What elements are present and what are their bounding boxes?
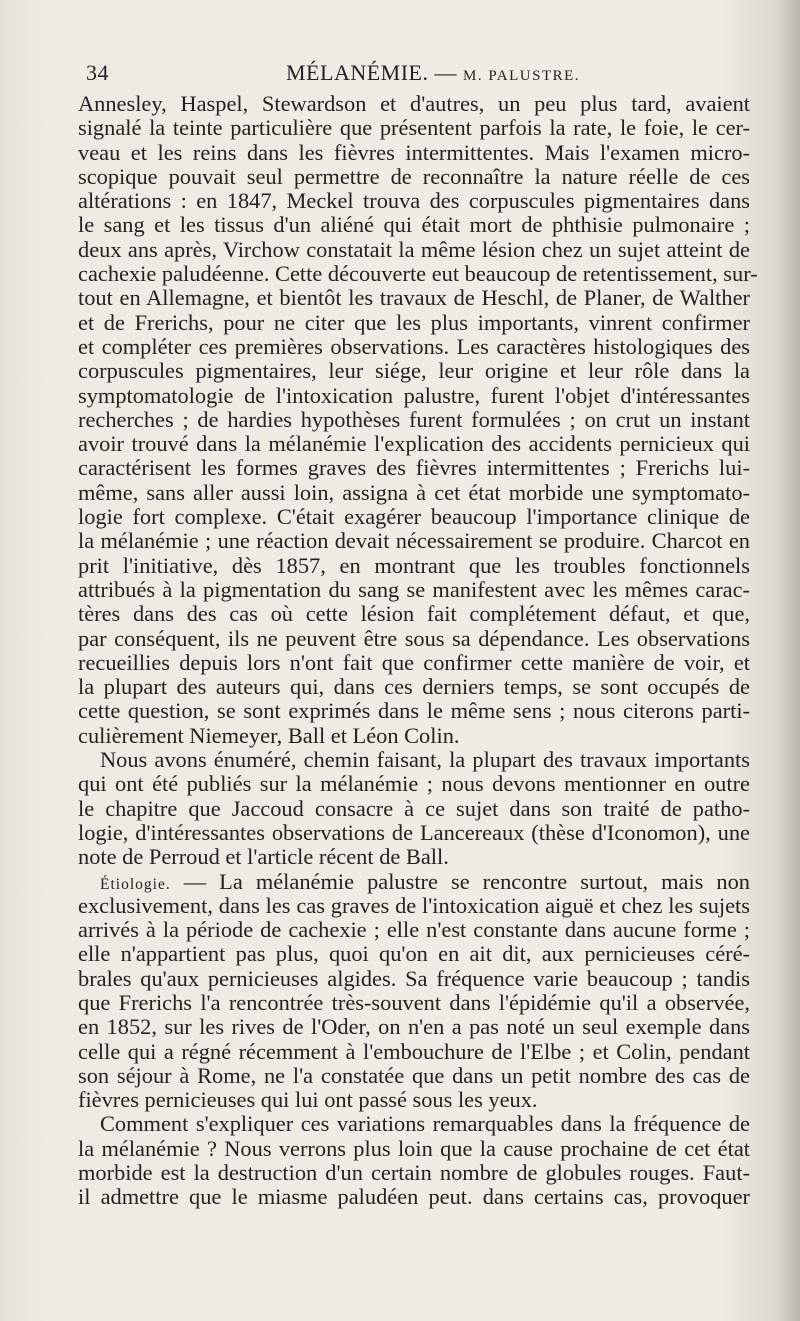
text-line: le chapitre que Jaccoud consacre à ce sujet dans son traité de patho-	[78, 795, 750, 821]
text-line: logie, d'intéressantes observations de Lancereaux (thèse d'Iconomon), une	[78, 819, 750, 845]
text-line: la mélanémie ; une réaction devait nécessairement se produire. Charcot en	[78, 528, 750, 554]
running-title-sub: M. PALUSTRE.	[462, 68, 581, 84]
text-line: tères dans des cas où cette lésion fait complétement défaut, et que,	[78, 601, 750, 627]
text-line: que Frerichs l'a rencontrée très-souvent dans l'épidémie qu'il a observée,	[78, 989, 750, 1015]
text-line: et compléter ces premières observations. Les caractères histologiques des	[78, 333, 750, 359]
text-line: veau et les reins dans les fièvres intermittentes. Mais l'examen micro-	[78, 139, 750, 165]
text-line: il admettre que le miasme paludéen peut. dans certains cas, provoquer	[78, 1184, 750, 1210]
text-line: avoir trouvé dans la mélanémie l'explication des accidents pernicieux qui	[78, 431, 750, 457]
text-line: culièrement Niemeyer, Ball et Léon Colin.	[78, 722, 460, 748]
text-line: son séjour à Rome, ne l'a constatée que dans un petit nombre des cas de	[78, 1062, 750, 1088]
text-line: logie fort complexe. C'était exagérer beaucoup l'importance clinique de	[78, 504, 750, 530]
text-line: Nous avons énuméré, chemin faisant, la plupart des travaux importants	[100, 747, 750, 773]
text-line: corpuscules pigmentaires, leur siége, leur origine et leur rôle dans la	[78, 358, 750, 384]
text-line-rest: — La mélanémie palustre se rencontre surtout, mais non	[170, 868, 750, 894]
text-line: attribués à la pigmentation du sang se manifestent avec les mêmes carac-	[78, 576, 750, 602]
text-line: la mélanémie ? Nous verrons plus loin que la cause prochaine de cet état	[78, 1135, 750, 1161]
text-line: la plupart des auteurs qui, dans ces derniers temps, se sont occupés de	[78, 674, 750, 700]
text-line: fièvres pernicieuses qui lui ont passé sous les yeux.	[78, 1087, 538, 1113]
running-header	[86, 60, 746, 90]
text-line	[78, 870, 750, 894]
text-line: et de Frerichs, pour ne citer que les plus importants, vinrent confirmer	[78, 309, 750, 335]
text-line: morbide est la destruction d'un certain nombre de globules rouges. Faut-	[78, 1160, 750, 1186]
text-line: caractérisent les formes graves des fièvres intermittentes ; Frerichs lui-	[78, 455, 750, 481]
text-line: exclusivement, dans les cas graves de l'intoxication aiguë et chez les sujets	[78, 892, 750, 918]
body-text	[78, 91, 758, 1210]
text-line: arrivés à la période de cachexie ; elle n'est constante dans aucune forme ;	[78, 917, 750, 943]
text-line: en 1852, sur les rives de l'Oder, on n'en a pas noté un seul exemple dans	[78, 1014, 750, 1040]
text-line: cette question, se sont exprimés dans le même sens ; nous citerons parti-	[78, 698, 750, 724]
text-line: le sang et les tissus d'un aliéné qui était mort de phthisie pulmonaire ;	[78, 212, 750, 238]
text-line: note de Perroud et l'article récent de Ball.	[78, 844, 449, 870]
paragraph-2	[78, 748, 750, 869]
text-line: deux ans après, Virchow constatait la même lésion chez un sujet atteint de	[78, 236, 750, 262]
text-line: celle qui a régné récemment à l'embouchure de l'Elbe ; et Colin, pendant	[78, 1038, 750, 1064]
running-title-main: MÉLANÉMIE.	[286, 60, 429, 85]
text-line: recueillies depuis lors n'ont fait que confirmer cette manière de voir, et	[78, 649, 750, 675]
text-line: recherches ; de hardies hypothèses furent formulées ; on crut un instant	[78, 406, 750, 432]
text-line: tout en Allemagne, et bientôt les travaux de Heschl, de Planer, de Walther	[78, 285, 750, 311]
page-number: 34	[86, 60, 109, 85]
paragraph-1	[78, 91, 758, 748]
running-title-dash: —	[434, 60, 457, 85]
text-line: altérations : en 1847, Meckel trouva des corpuscules pigmentaires dans	[78, 188, 750, 214]
text-line: elle n'appartient pas plus, quoi qu'on en ait dit, aux pernicieuses céré-	[78, 941, 750, 967]
text-line: brales qu'aux pernicieuses algides. Sa fréquence varie beaucoup ; tandis	[78, 965, 750, 991]
text-line: Annesley, Haspel, Stewardson et d'autres, un peu plus tard, avaient	[78, 91, 750, 116]
text-line: cachexie paludéenne. Cette découverte eut beaucoup de retentissement, sur-	[78, 261, 758, 287]
text-line: même, sans aller aussi loin, assigna à cet état morbide une symptomato-	[78, 479, 750, 505]
text-line: scopique pouvait seul permettre de reconnaître la nature réelle de ces	[78, 163, 750, 189]
paragraph-etiologie	[78, 870, 750, 1113]
text-line: symptomatologie de l'intoxication palustre, furent l'objet d'intéressantes	[78, 382, 750, 408]
text-line: qui ont été publiés sur la mélanémie ; nous devons mentionner en outre	[78, 771, 750, 797]
text-line: Comment s'expliquer ces variations remarquables dans la fréquence de	[100, 1111, 750, 1137]
running-title	[286, 60, 580, 86]
text-line: prit l'initiative, dès 1857, en montrant que les troubles fonctionnels	[78, 552, 750, 578]
paragraph-4	[78, 1112, 750, 1209]
section-label-etiologie: Étiologie.	[100, 875, 171, 893]
text-line: signalé la teinte particulière que présentent parfois la rate, le foie, le cer-	[78, 115, 750, 141]
text-line: par conséquent, ils ne peuvent être sous sa dépendance. Les observations	[78, 625, 750, 651]
